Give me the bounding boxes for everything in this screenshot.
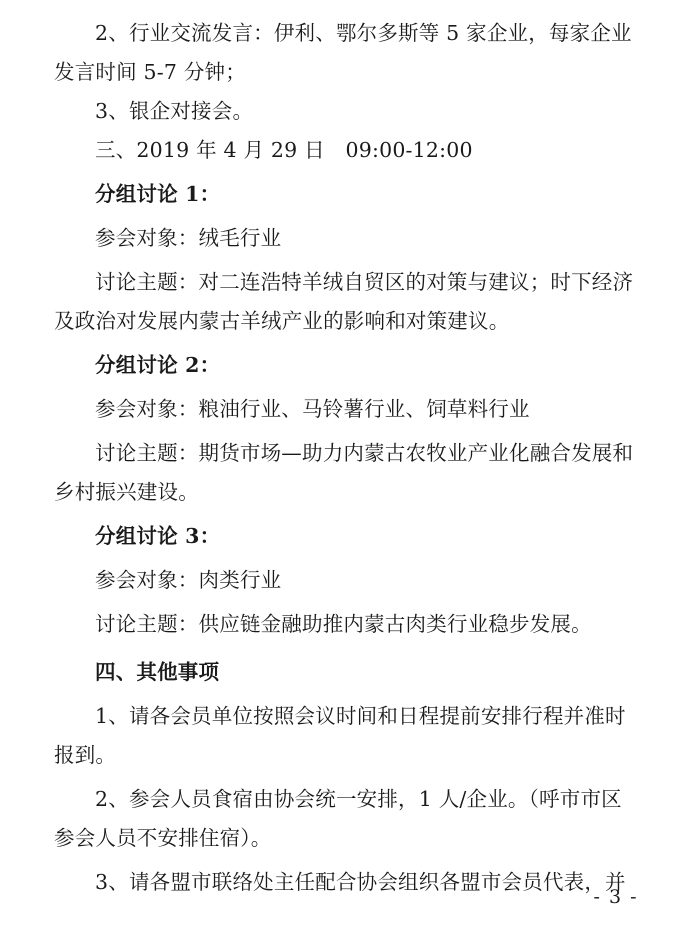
heading-group-discussion-3: 分组讨论 3：: [95, 524, 221, 548]
paragraph-item-2: 2、行业交流发言：伊利、鄂尔多斯等 5 家企业，每家企业发言时间 5-7 分钟；: [54, 21, 632, 84]
paragraph-topic-3: 讨论主题：供应链金融助推内蒙古肉类行业稳步发展。: [95, 612, 592, 636]
paragraph-note-3: 3、请各盟市联络处主任配合协会组织各盟市会员代表，并: [95, 870, 626, 894]
paragraph-attendees-1: 参会对象：绒毛行业: [95, 226, 282, 250]
paragraph-topic-1: 讨论主题：对二连浩特羊绒自贸区的对策与建议；时下经济及政治对发展内蒙古羊绒产业的影响和对策建议。: [54, 270, 634, 333]
paragraph-attendees-2: 参会对象：粮油行业、马铃薯行业、饲草料行业: [95, 397, 530, 421]
heading-section-four: 四、其他事项: [95, 660, 220, 684]
paragraph-note-1: 1、请各会员单位按照会议时间和日程提前安排行程并准时报到。: [54, 704, 626, 767]
heading-group-discussion-1: 分组讨论 1：: [95, 182, 221, 206]
heading-group-discussion-2: 分组讨论 2：: [95, 353, 221, 377]
paragraph-note-2: 2、参会人员食宿由协会统一安排，1 人/企业。（呼市市区参会人员不安排住宿）。: [54, 787, 622, 850]
paragraph-topic-2: 讨论主题：期货市场—助力内蒙古农牧业产业化融合发展和乡村振兴建设。: [54, 441, 634, 504]
spacer: [54, 644, 642, 653]
paragraph-attendees-3: 参会对象：肉类行业: [95, 568, 282, 592]
page-number: - 3 -: [593, 886, 638, 908]
paragraph-item-3: 3、银企对接会。: [95, 99, 254, 123]
paragraph-section-three-date: 三、2019 年 4 月 29 日 09:00-12:00: [95, 138, 473, 162]
